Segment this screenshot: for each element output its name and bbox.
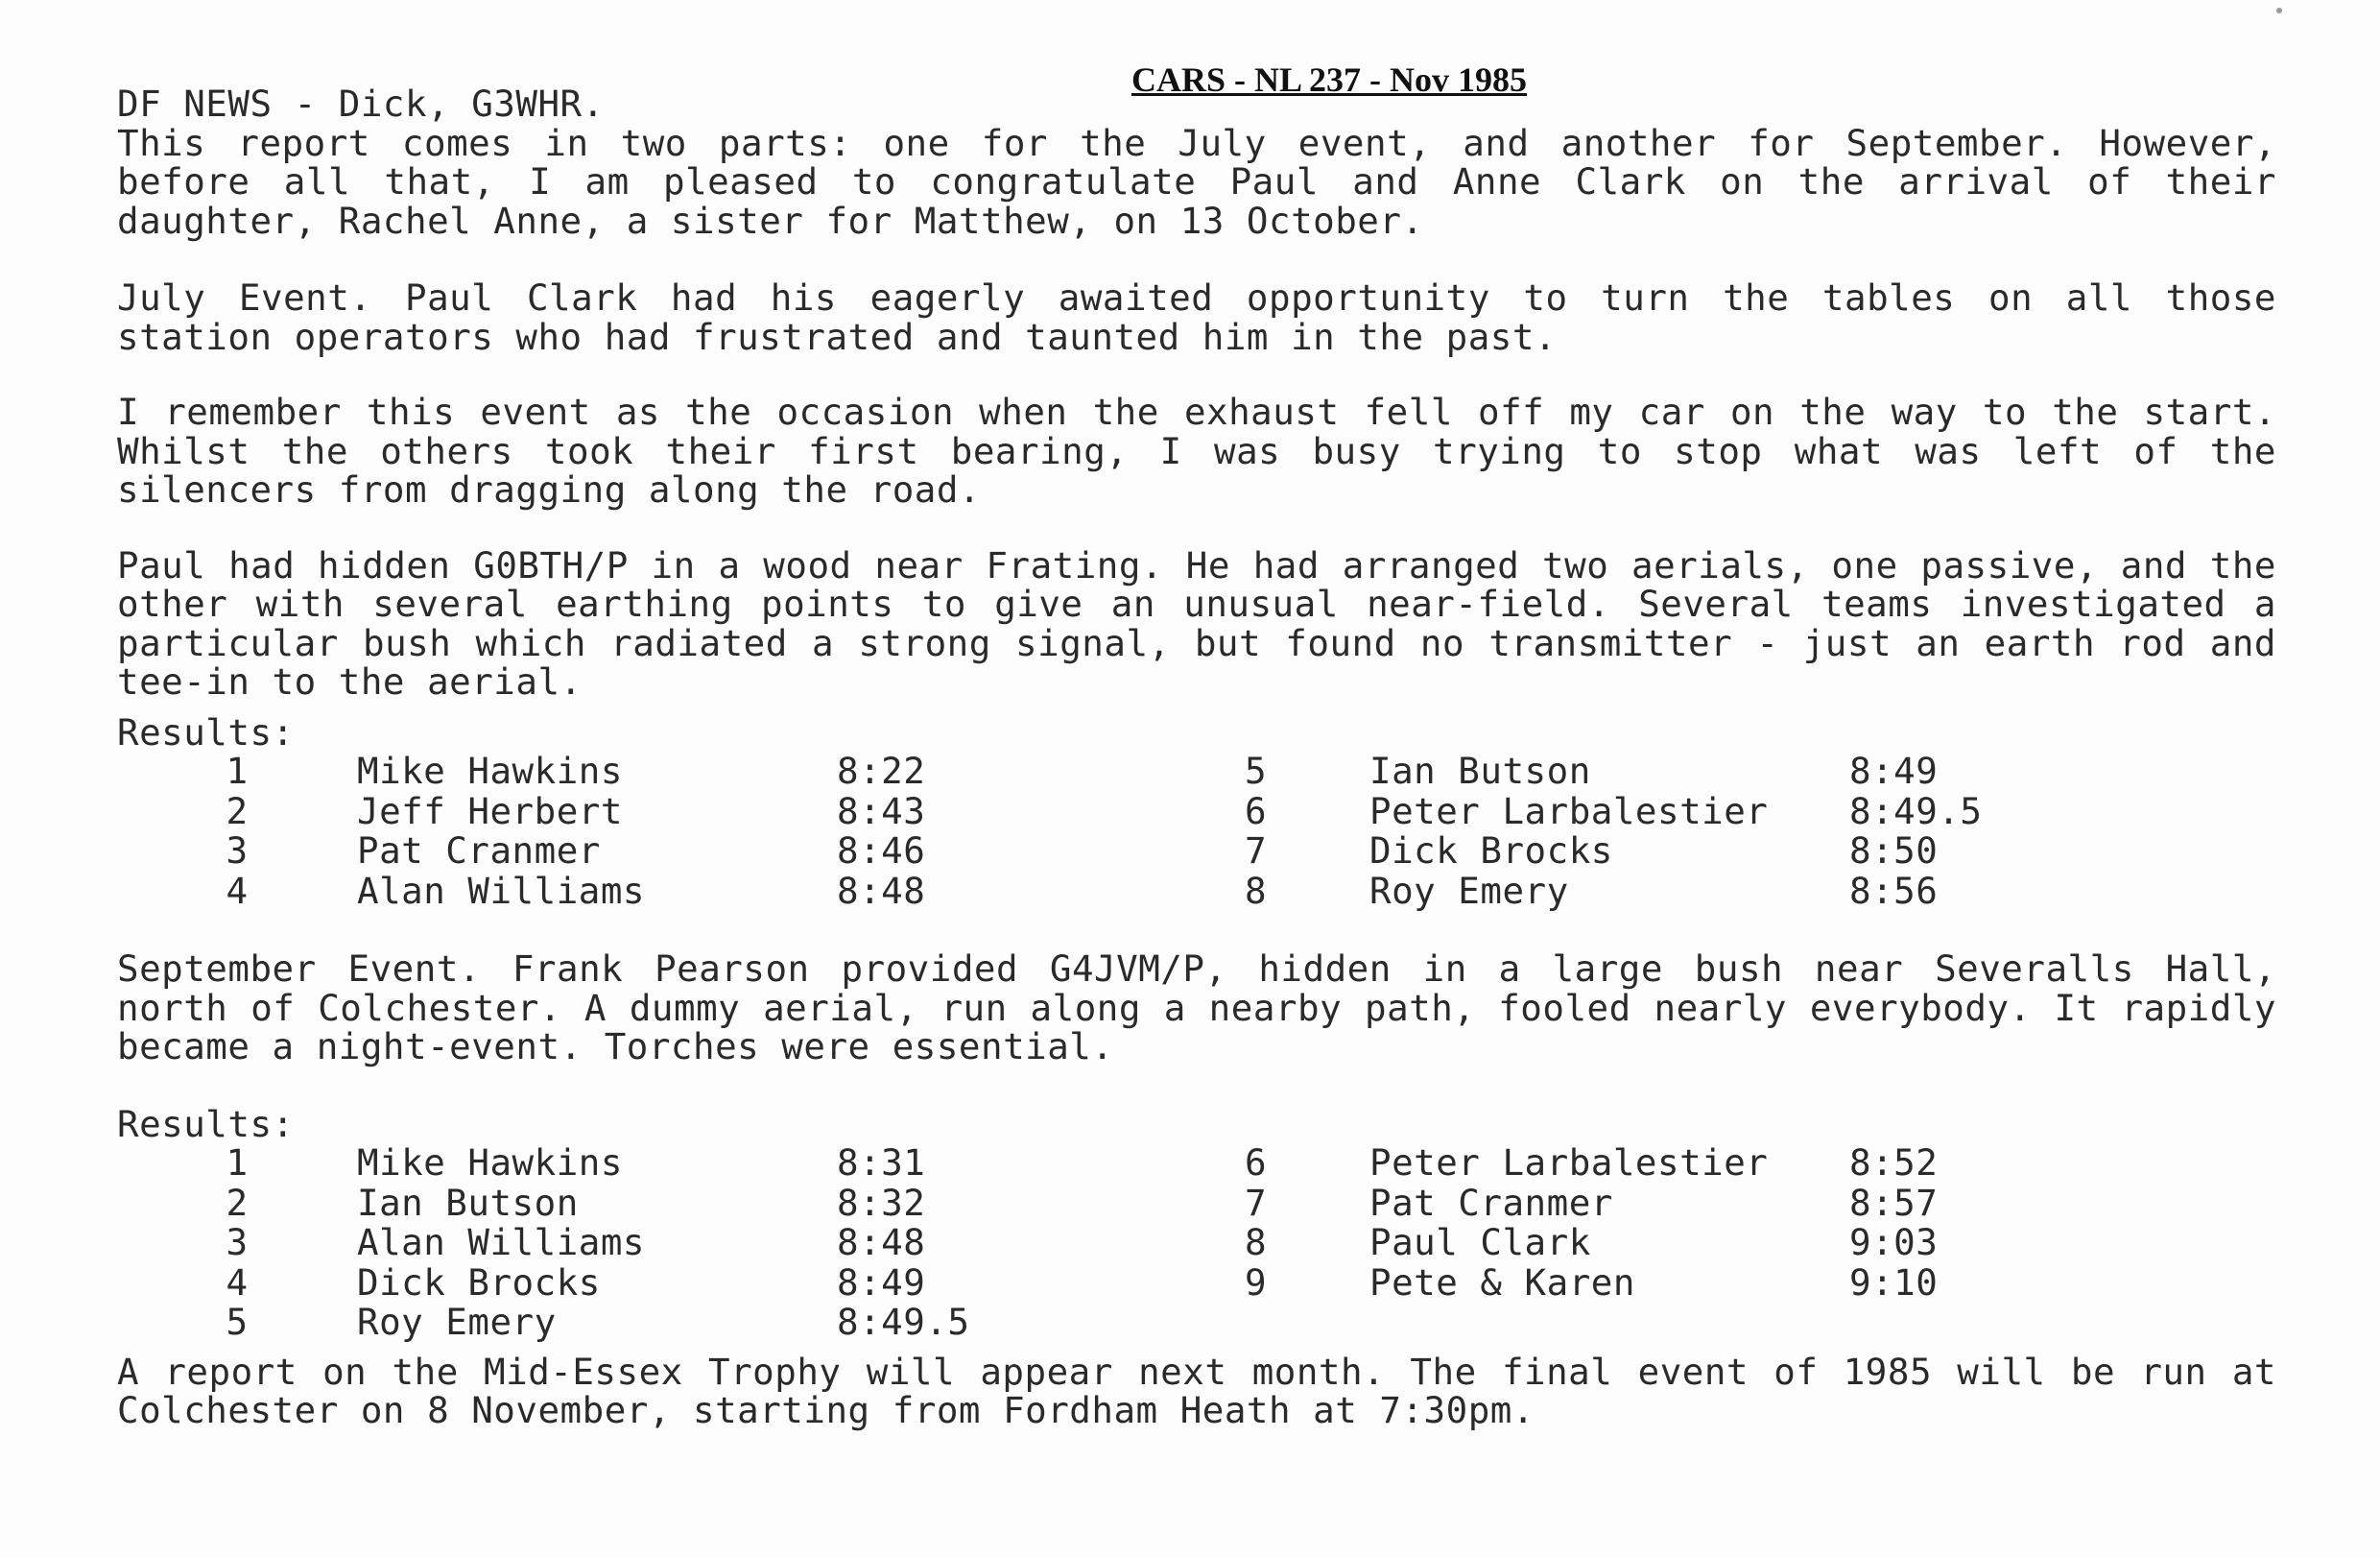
results-row [117,1184,2041,1224]
result-position: 7 [1245,1181,1268,1224]
july-paragraph-2: I remember this event as the occasion when the exhaust fell off my car on the way to the start. Whilst the others took their first bearing, I was busy trying to stop what was left of the silencers from dragging along the road. [117,391,2276,511]
result-name: Dick Brocks [1369,829,1613,872]
result-position: 5 [226,1301,249,1343]
september-results-table [117,1143,2041,1343]
result-name: Pete & Karen [1369,1260,1635,1304]
results-row [117,1223,2041,1263]
result-position [1245,1303,1369,1343]
result-time: 8:31 [837,1141,926,1184]
result-position: 2 [226,1181,249,1224]
result-name: Ian Butson [1369,750,1591,792]
result-time: 9:10 [1849,1260,1939,1304]
result-time: 8:43 [837,789,926,832]
result-position: 6 [1245,1141,1268,1184]
result-time: 8:56 [1849,869,1939,912]
result-position: 2 [226,789,249,832]
result-name: Alan Williams [357,1221,645,1263]
july-heading: July Event. [117,276,372,319]
result-time: 8:49 [1849,750,1939,792]
result-name [1369,1303,1849,1343]
result-name: Mike Hawkins [357,750,623,792]
scan-speck [2276,8,2282,13]
result-name: Dick Brocks [357,1260,601,1304]
result-position: 1 [226,750,249,792]
result-time: 9:03 [1849,1221,1939,1263]
july-results-table [117,752,2041,911]
result-name: Peter Larbalestier [1369,789,1769,832]
article-title: DF NEWS - Dick, G3WHR. [117,83,605,125]
result-name: Pat Cranmer [357,829,601,872]
results-row [117,1143,2041,1184]
result-name: Jeff Herbert [357,789,623,832]
result-time [1849,1303,2041,1343]
result-name: Mike Hawkins [357,1141,623,1184]
september-paragraph-text: Frank Pearson provided G4JVM/P, hidden in a large bush near Severalls Hall, north of Colchester. A dummy aerial, run along a nearby path, fooled nearly everybody. It rapidly became a night-event. Torches were essential. [117,947,2276,1067]
july-paragraph-1-text: Paul Clark had his eagerly awaited opportunity to turn the tables on all those station operators who had frustrated and taunted him in the past. [117,276,2277,358]
result-position: 7 [1245,829,1268,872]
result-position: 1 [226,1141,249,1184]
result-name: Roy Emery [1369,869,1569,912]
result-name: Roy Emery [357,1301,557,1343]
result-time: 8:32 [837,1181,926,1224]
result-time: 8:57 [1849,1181,1939,1224]
article-body [117,84,2276,1430]
closing-paragraph: A report on the Mid-Essex Trophy will appear next month. The final event of 1985 will be run at Colchester on 8 November, starting from Fordham Heath at 7:30pm. [117,1350,2276,1431]
result-name: Paul Clark [1369,1221,1591,1263]
result-position: 4 [226,869,249,912]
result-position: 6 [1245,789,1268,832]
result-time: 8:49.5 [837,1301,970,1343]
newsletter-header: CARS - NL 237 - Nov 1985 [1130,60,1527,99]
result-time: 8:50 [1849,829,1939,872]
results-row [117,831,2041,872]
result-position: 9 [1245,1260,1268,1304]
september-paragraph [117,949,2276,1066]
result-position: 8 [1245,869,1268,912]
result-position: 5 [1245,750,1268,792]
result-name: Ian Butson [357,1181,579,1224]
result-time: 8:49 [837,1260,926,1304]
september-results-label: Results: [117,1102,295,1145]
result-time: 8:48 [837,1221,926,1263]
results-row [117,1263,2041,1304]
result-time: 8:46 [837,829,926,872]
september-heading: September Event. [117,947,481,990]
result-time: 8:22 [837,750,926,792]
result-time: 8:48 [837,869,926,912]
results-row [117,752,2041,792]
result-position: 8 [1245,1221,1268,1263]
result-name: Peter Larbalestier [1369,1141,1769,1184]
result-time: 8:52 [1849,1141,1939,1184]
result-name: Pat Cranmer [1369,1181,1613,1224]
july-results-label: Results: [117,710,295,754]
intro-paragraph: This report comes in two parts: one for the July event, and another for September. However, before all that, I am pleased to congratulate Paul and Anne Clark on the arrival of their daughter, Rachel Anne, a sister for Matthew, on 13 October. [117,121,2276,242]
results-row [117,1303,2041,1343]
july-paragraph-3: Paul had hidden G0BTH/P in a wood near Frating. He had arranged two aerials, one passive, and the other with several earthing points to give an unusual near-field. Several teams investigated a particular bush which radiated a strong signal, but found no transmitter - just an earth rod and tee-in to the aerial. [117,543,2276,703]
result-name: Alan Williams [357,869,645,912]
result-position: 3 [226,1221,249,1263]
results-row [117,872,2041,912]
result-position: 3 [226,829,249,872]
result-position: 4 [226,1260,249,1304]
results-row [117,792,2041,832]
result-time: 8:49.5 [1849,789,1983,832]
july-paragraph-1 [117,278,2276,356]
